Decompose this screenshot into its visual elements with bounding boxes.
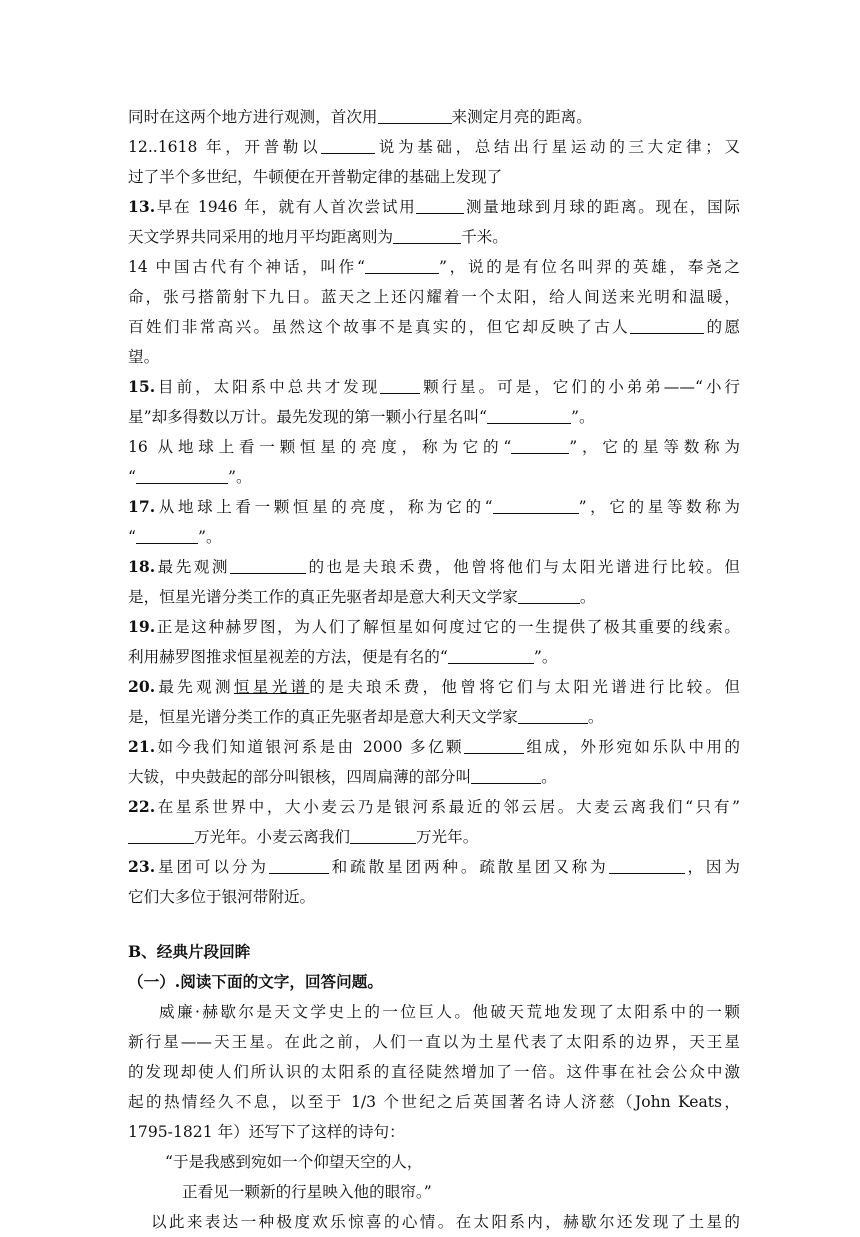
document-page: [128, 102, 740, 1237]
fill-blank[interactable]: [416, 197, 464, 214]
section-gap: [128, 912, 740, 937]
fill-blank[interactable]: [464, 737, 524, 754]
passage-line: 以此来表达一种极度欢乐惊喜的心情。在太阳系内，赫歇尔还发现了土星的: [151, 1213, 740, 1231]
subsection-heading: （一）.阅读下面的文字，回答问题。: [128, 972, 383, 991]
line-q16: 16 从地球上看一颗恒星的亮度，称为它的“ ”，它的星等数称为: [128, 438, 740, 456]
line-q15-cont: 星”却多得数以万计。最先发现的第一颗小行星名叫“ ”。: [128, 408, 595, 426]
fill-blank[interactable]: [136, 527, 198, 544]
line-q15: 15.目前，太阳系中总共才发现 颗行星。可是，它们的小弟弟——“小行: [128, 377, 740, 396]
fill-blank[interactable]: [630, 317, 704, 334]
line-q13: 13.早在 1946 年，就有人首次尝试用 测量地球到月球的距离。现在，国际: [128, 197, 740, 216]
poem-line: 正看见一颗新的行星映入他的眼帘。”: [182, 1183, 432, 1201]
fill-blank[interactable]: [518, 707, 588, 724]
fill-blank[interactable]: [393, 227, 461, 244]
fill-blank[interactable]: [511, 437, 569, 454]
fill-blank[interactable]: [448, 647, 534, 664]
fill-blank[interactable]: [609, 857, 685, 874]
line-q21-cont: 大钹，中央鼓起的部分叫银核，四周扁薄的部分叫 。: [128, 768, 557, 786]
line-q22: 22.在星系世界中，大小麦云乃是银河系最近的邻云居。大麦云离我们“只有”: [128, 797, 740, 816]
fill-blank[interactable]: [321, 137, 375, 154]
line-q19-cont: 利用赫罗图推求恒星视差的方法，便是有名的“ ”。: [128, 648, 558, 666]
line-q14: 14 中国古代有个神话，叫作“ ”，说的是有位名叫羿的英雄，奉尧之: [128, 258, 740, 276]
fill-blank[interactable]: [493, 497, 579, 514]
line-q23: 23.星团可以分为 和疏散星团两种。疏散星团又称为 ，因为: [128, 857, 740, 876]
line-q20-cont: 是，恒星光谱分类工作的真正先驱者却是意大利天文学家 。: [128, 708, 604, 726]
line-q16-cont: “ ”。: [128, 468, 252, 486]
line-q12: 12..1618 年，开普勒以 说为基础，总结出行星运动的三大定律；又: [128, 138, 740, 156]
line-q14-cont2: 百姓们非常高兴。虽然这个故事不是真实的，但它却反映了古人 的愿: [128, 318, 740, 336]
fill-blank[interactable]: [380, 377, 420, 394]
line-q22-cont: 万光年。小麦云离我们 万光年。: [128, 822, 740, 852]
fill-blank[interactable]: [136, 467, 228, 484]
passage-line: 新行星——天王星。在此之前，人们一直以为土星代表了太阳系的边界，天王星: [128, 1033, 740, 1051]
fill-blank[interactable]: [128, 827, 194, 844]
passage-line: 威廉·赫歇尔是天文学史上的一位巨人。他破天荒地发现了太阳系中的一颗: [159, 1003, 740, 1021]
fill-blank[interactable]: [350, 827, 416, 844]
section-b-heading: B、经典片段回眸: [128, 942, 251, 961]
passage-line: 起的热情经久不息，以至于 1/3 个世纪之后英国著名诗人济慈（John Keats，: [128, 1093, 740, 1111]
fill-blank[interactable]: [487, 407, 571, 424]
line-q18: 18.最先观测 的也是夫琅禾费，他曾将他们与太阳光谱进行比较。但: [128, 557, 740, 576]
passage-line: 1795-1821 年）还写下了这样的诗句：: [128, 1123, 405, 1141]
line-q17: 17.从地球上看一颗恒星的亮度，称为它的“ ”，它的星等数称为: [128, 497, 740, 516]
fill-blank[interactable]: [471, 767, 541, 784]
line-q14-cont3: 望。: [128, 348, 160, 366]
line-q14-cont1: 命，张弓搭箭射下九日。蓝天之上还闪耀着一个太阳，给人间送来光明和温暖，: [128, 288, 740, 306]
poem-line: “于是我感到宛如一个仰望天空的人，: [165, 1153, 423, 1171]
fill-blank[interactable]: [365, 257, 439, 274]
line-q12-cont: 过了半个多世纪，牛顿便在开普勒定律的基础上发现了: [128, 168, 503, 186]
passage-line: 的发现却使人们所认识的太阳系的直径陡然增加了一倍。这件事在社会公众中激: [128, 1063, 740, 1081]
line-q17-cont: “ ”。: [128, 528, 222, 546]
line-q20: 20.最先观测恒星光谱的是夫琅禾费，他曾将它们与太阳光谱进行比较。但: [128, 677, 740, 696]
line-1: 同时在这两个地方进行观测，首次用 来测定月亮的距离。: [128, 108, 592, 126]
line-q13-cont: 天文学界共同采用的地月平均距离则为 千米。: [128, 228, 508, 246]
fill-blank[interactable]: [269, 857, 329, 874]
fill-blank[interactable]: [378, 107, 452, 124]
line-q19: 19.正是这种赫罗图，为人们了解恒星如何度过它的一生提供了极其重要的线索。: [128, 617, 740, 636]
line-q21: 21.如今我们知道银河系是由 2000 多亿颗 组成，外形宛如乐队中用的: [128, 737, 740, 756]
line-q18-cont: 是，恒星光谱分类工作的真正先驱者却是意大利天文学家 。: [128, 588, 596, 606]
fill-blank[interactable]: [518, 587, 580, 604]
fill-blank[interactable]: [230, 557, 306, 574]
line-q23-cont: 它们大多位于银河带附近。: [128, 888, 316, 906]
